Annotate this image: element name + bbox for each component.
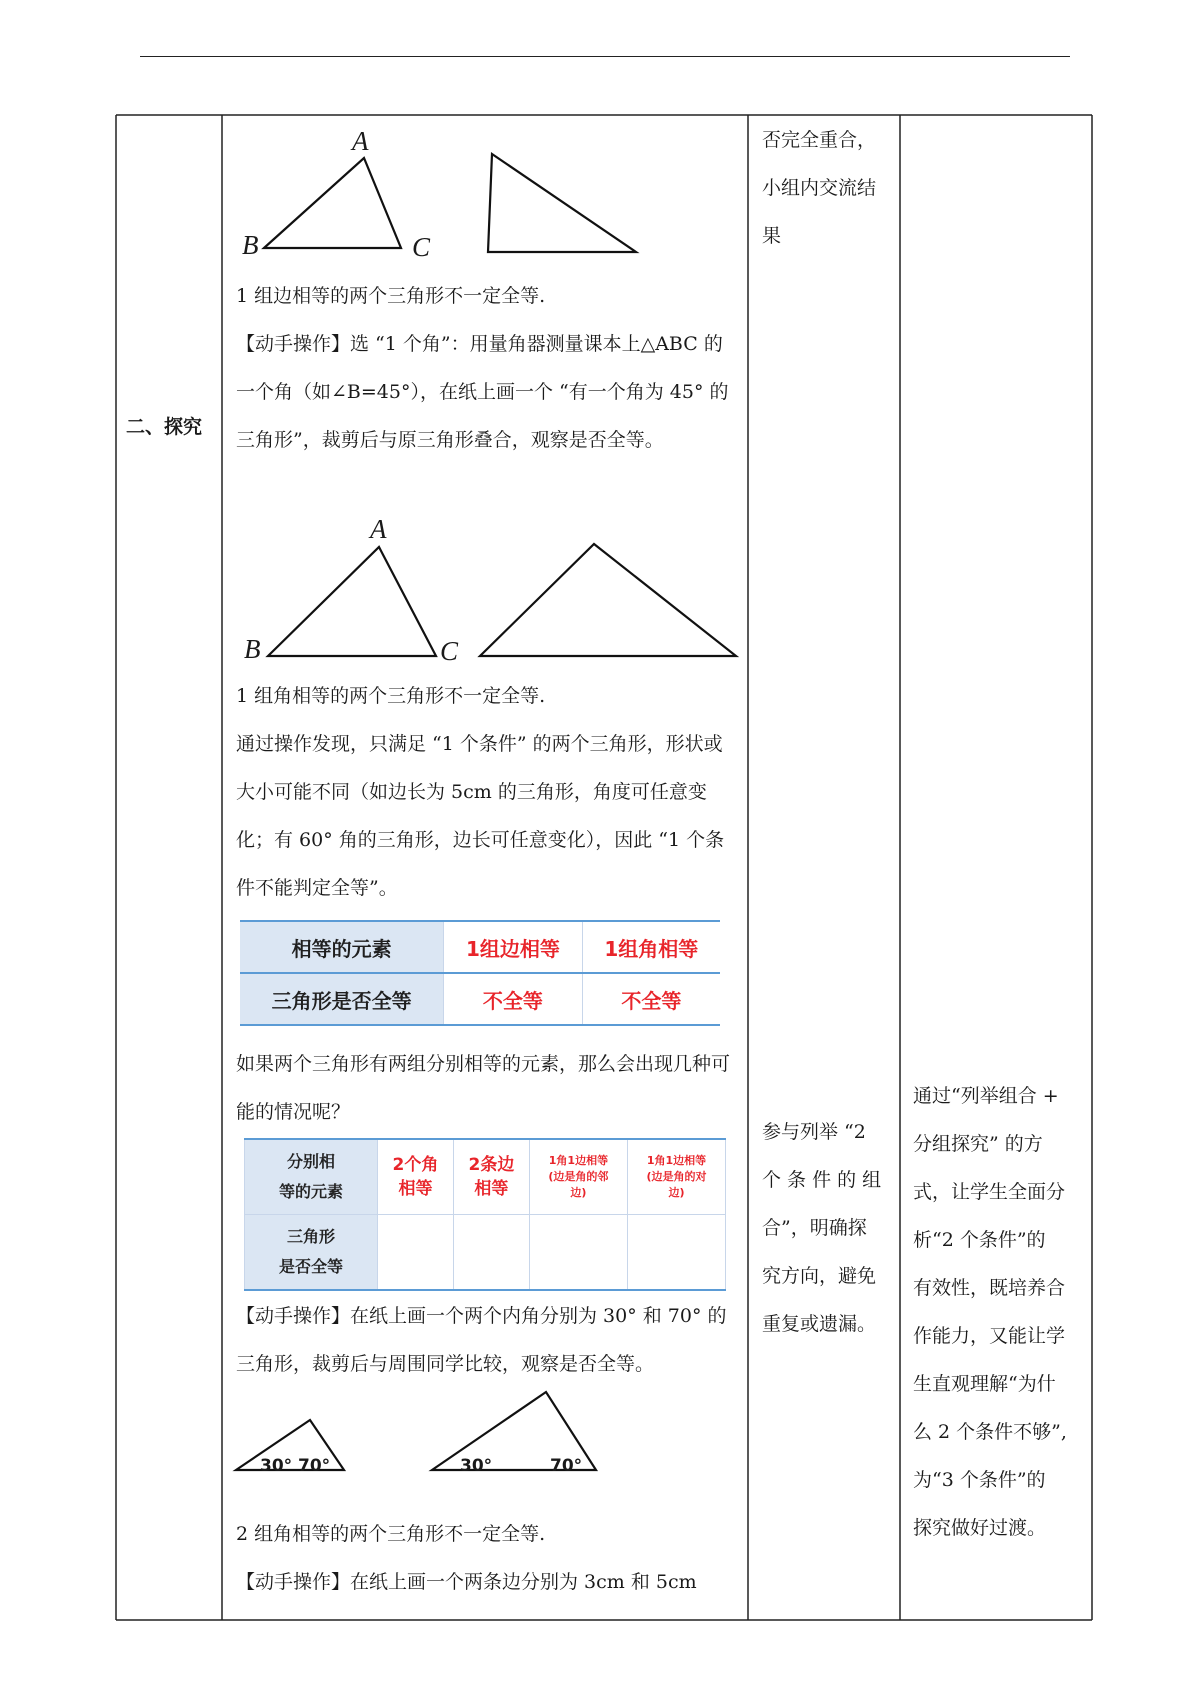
figure-triangles-2: [236, 530, 746, 670]
t2-header-congruent-l1: 三角形: [286, 1227, 335, 1246]
t2-col4-l3: 边): [668, 1186, 685, 1199]
intent-line: 么 2 个条件不够”,: [913, 1421, 1067, 1443]
t2-col-angle-opposite-side: [627, 1139, 725, 1215]
table-one-condition: [240, 920, 720, 1026]
intent-line: 探究做好过渡。: [913, 1517, 1047, 1539]
t1-cell-one-angle: 1组角相等: [582, 921, 720, 973]
t2-col-two-angles: [378, 1139, 454, 1215]
t2-col-two-sides: [453, 1139, 529, 1215]
vertex-label-a: A: [352, 126, 369, 156]
activity-line: 否完全重合，: [762, 129, 877, 151]
intent-line: 式，让学生全面分: [913, 1181, 1066, 1203]
activity-line: 参与列举 “2: [762, 1121, 866, 1143]
t2-col4-l1: 1角1边相等: [646, 1154, 707, 1167]
intent-text: [913, 1072, 1095, 1552]
t1-cell-not-congruent-2: 不全等: [582, 973, 720, 1025]
activity-line: 小组内交流结: [762, 177, 877, 199]
t2-col3-l1: 1角1边相等: [548, 1154, 609, 1167]
t2-col4-l2: (边是角的对: [646, 1170, 707, 1183]
t1-cell-one-side: 1组边相等: [444, 921, 583, 973]
angle-label-30-large: 30°: [460, 1456, 493, 1476]
triangle-3: [480, 544, 736, 656]
t2-empty-cell-2: [453, 1215, 529, 1291]
angle-label-70-large: 70°: [550, 1456, 583, 1476]
activity-text-top: [762, 116, 894, 260]
t2-empty-cell-1: [378, 1215, 454, 1291]
triangle-abc-1: [264, 158, 401, 248]
t2-header-elements: [245, 1139, 378, 1215]
vertex-label-c: C: [412, 232, 431, 262]
t2-empty-cell-4: [627, 1215, 725, 1291]
t2-col2-l1: 2条边: [468, 1155, 515, 1175]
intent-line: 析“2 个条件”的: [913, 1229, 1046, 1251]
angle-label-70-small: 70°: [298, 1456, 331, 1476]
intent-line: 通过“列举组合 +: [913, 1085, 1059, 1107]
paragraph-6: 【动手操作】在纸上画一个两个内角分别为 30° 和 70° 的三角形，裁剪后与周围同学比较，观察是否全等。: [236, 1305, 727, 1375]
paragraph-7: 2 组角相等的两个三角形不一定全等.: [236, 1523, 546, 1545]
t2-col3-l3: 边): [570, 1186, 587, 1199]
t1-cell-not-congruent-1: 不全等: [444, 973, 583, 1025]
intent-line: 有效性，既培养合: [913, 1277, 1066, 1299]
intent-line: 分组探究” 的方: [913, 1133, 1043, 1155]
header-rule: [140, 56, 1070, 57]
vertex-label-b: B: [242, 230, 259, 260]
paragraph-3: 1 组角相等的两个三角形不一定全等.: [236, 685, 546, 707]
t2-header-congruent: [245, 1215, 378, 1291]
intent-line: 为“3 个条件”的: [913, 1469, 1046, 1491]
t2-header-elements-l2: 等的元素: [278, 1182, 343, 1201]
t2-empty-cell-3: [529, 1215, 627, 1291]
t1-header-elements: 相等的元素: [240, 921, 444, 973]
activity-line: 合”，明确探: [762, 1217, 867, 1239]
vertex-label-a-2: A: [370, 514, 387, 544]
intent-line: 作能力，又能让学: [913, 1325, 1066, 1347]
activity-line: 个 条 件 的 组: [762, 1169, 882, 1191]
t2-col-angle-adjacent-side: [529, 1139, 627, 1215]
t2-header-congruent-l2: 是否全等: [278, 1257, 343, 1276]
section-label: 二、探究: [126, 416, 203, 438]
table-two-conditions: [244, 1138, 726, 1291]
t2-col3-l2: (边是角的邻: [548, 1170, 609, 1183]
t2-col2-l2: 相等: [474, 1179, 509, 1199]
triangle-abc-2: [268, 547, 436, 656]
vertex-label-c-2: C: [440, 636, 459, 666]
angle-label-30-small: 30°: [260, 1456, 293, 1476]
t2-header-elements-l1: 分别相: [286, 1152, 335, 1171]
paragraph-1: 1 组边相等的两个三角形不一定全等.: [236, 285, 546, 307]
activity-line: 重复或遗漏。: [762, 1313, 877, 1335]
paragraph-2: 【动手操作】选 “1 个角”：用量角器测量课本上△ABC 的一个角（如∠B=45°），在纸上画一个 “有一个角为 45° 的三角形”，裁剪后与原三角形叠合，观察是否全等。: [236, 333, 729, 451]
t2-col1-l1: 2个角: [392, 1155, 439, 1175]
t2-col1-l2: 相等: [398, 1179, 433, 1199]
intent-line: 生直观理解“为什: [913, 1373, 1056, 1395]
paragraph-4: 通过操作发现，只满足 “1 个条件” 的两个三角形，形状或大小可能不同（如边长为 5cm 的三角形，角度可任意变化；有 60° 角的三角形，边长可任意变化），因此 “1 个条件不能判定全等”。: [236, 733, 725, 899]
vertex-label-b-2: B: [244, 634, 261, 664]
t1-header-congruent: 三角形是否全等: [240, 973, 444, 1025]
figure-triangles-1: [236, 126, 656, 266]
triangle-2: [488, 154, 636, 252]
activity-text-mid: [762, 1108, 894, 1348]
paragraph-5: 如果两个三角形有两组分别相等的元素，那么会出现几种可能的情况呢？: [236, 1053, 731, 1123]
paragraph-8: 【动手操作】在纸上画一个两条边分别为 3cm 和 5cm: [236, 1571, 697, 1593]
activity-line: 果: [762, 225, 782, 247]
activity-line: 究方向，避免: [762, 1265, 877, 1287]
